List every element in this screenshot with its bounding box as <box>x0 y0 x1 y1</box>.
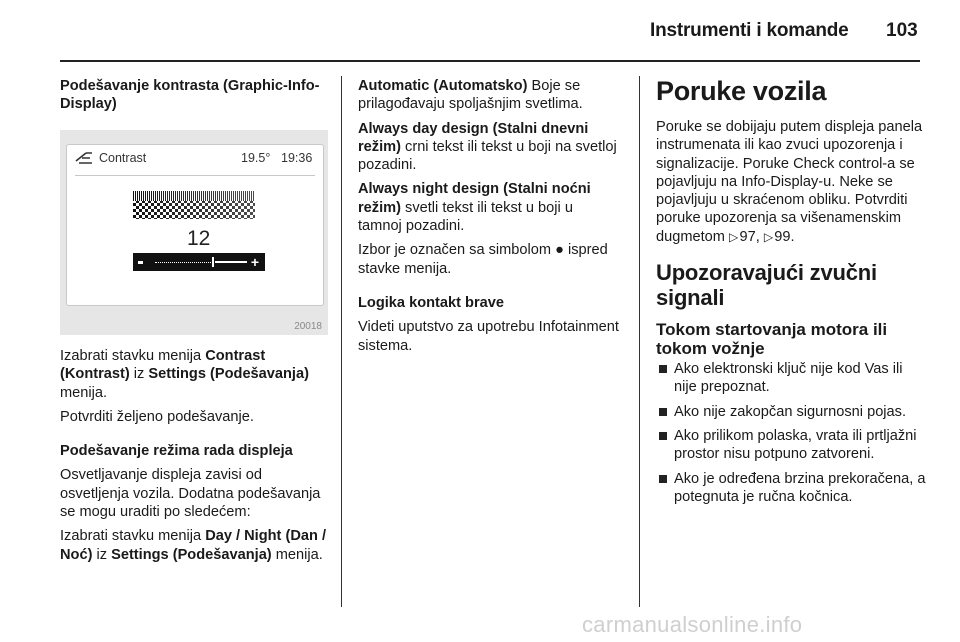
option-label: Always day design (Stalni dnevni režim) <box>358 120 589 155</box>
list-item: Ako je određena brzina prekoračena, a potegnuta je ručna kočnica. <box>656 470 926 507</box>
display-figure <box>60 130 328 335</box>
paragraph-select-contrast <box>60 347 328 402</box>
slider-plus-icon: + <box>250 254 259 270</box>
header-rule <box>60 60 920 62</box>
list-item: Ako prilikom polaska, vrata ili prtljažni prostor nisu potpuno zatvoreni. <box>656 427 926 464</box>
contrast-slider[interactable] <box>133 253 265 271</box>
paragraph-display-lighting: Osvetljavanje displeja zavisi od osvetljenja vozila. Dodatna podešavanja se mogu uraditi po sledećem: <box>60 467 321 521</box>
text: iz <box>129 366 149 383</box>
contrast-test-pattern <box>133 191 255 219</box>
subsection-heading-starting-driving: Tokom startovanja motora ili tokom vožnje <box>656 320 888 359</box>
slider-knob[interactable] <box>212 257 214 267</box>
screen-titlebar <box>67 145 323 173</box>
menu-pictogram-icon <box>73 149 95 167</box>
option-description: crni tekst ili tekst u boji na svetloj pozadini. <box>358 138 617 174</box>
column-1 <box>60 77 328 120</box>
paragraph-selection-mark: Izbor je označen sa simbolom ● ispred stavke menija. <box>358 242 608 277</box>
menu-item-contrast: Contrast (Kontrast) <box>60 348 266 383</box>
slider-fill <box>215 261 247 263</box>
text: Poruke se dobijaju putem displeja panela instrumenata ili kao zvuci upozorenja i signalizacije. Poruke Check control-a se pojavljuju na Info-Display-u. Neke se pojavljuju u skraćenom obliku. Potvrditi poruke upozorenja sa višenamenskim dugmetom <box>656 119 923 245</box>
slider-minus-icon <box>138 261 143 264</box>
text: , <box>755 228 764 245</box>
page-number: 103 <box>886 20 918 41</box>
screen-time: 19:36 <box>281 151 313 165</box>
contrast-value: 12 <box>187 227 211 250</box>
text: menija. <box>271 546 323 563</box>
paragraph-see-manual: Videti uputstvo za upotrebu Infotainment sistema. <box>358 319 619 354</box>
column-3 <box>656 76 926 512</box>
option-day-design <box>358 120 620 175</box>
text: Izabrati stavku menija <box>60 528 206 545</box>
paragraph-select-day-night <box>60 527 328 564</box>
text: . <box>790 228 795 245</box>
option-automatic <box>358 77 620 114</box>
list-item: Ako elektronski ključ nije kod Vas ili nije prepoznat. <box>656 360 926 397</box>
option-description: svetli tekst ili tekst u boji u tamnoj pozadini. <box>358 199 573 235</box>
text: menija. <box>60 384 108 401</box>
slider-track <box>155 262 213 263</box>
running-header-title: Instrumenti i komande <box>650 20 849 41</box>
option-label: Automatic (Automatsko) <box>358 78 528 94</box>
section-heading-warning-chimes: Upozoravajući zvučni signali <box>656 260 877 311</box>
column-divider-1 <box>341 76 342 607</box>
figure-code: 20018 <box>294 321 322 332</box>
menu-settings: Settings (Podešavanja) <box>148 366 309 383</box>
page-reference-icon: ▷ <box>763 229 774 244</box>
column-2 <box>358 77 620 361</box>
warning-list <box>656 360 926 506</box>
option-label: Always night design (Stalni noćni režim) <box>358 181 591 216</box>
watermark: carmanualsonline.info <box>582 612 803 637</box>
display-screen <box>66 144 324 306</box>
menu-item-day-night: Day / Night (Dan / Noć) <box>60 528 327 563</box>
screen-separator <box>75 175 315 176</box>
page-reference-icon: ▷ <box>729 229 739 244</box>
chapter-heading-vehicle-messages: Poruke vozila <box>656 76 827 106</box>
option-night-design <box>358 180 620 235</box>
column-1-lower <box>60 347 328 570</box>
page-reference[interactable]: 97 <box>739 228 756 245</box>
column-divider-2 <box>639 76 640 607</box>
screen-temperature: 19.5° <box>241 151 271 165</box>
section-heading-ignition-logic: Logika kontakt brave <box>358 294 504 311</box>
menu-settings: Settings (Podešavanja) <box>111 546 272 563</box>
option-description: Boje se prilagođavaju spoljašnjim svetlima. <box>358 78 583 113</box>
section-heading-display-mode: Podešavanje režima rada displeja <box>60 443 293 460</box>
section-heading-contrast: Podešavanje kontrasta (Graphic-Info-Display) <box>60 78 320 113</box>
page-reference[interactable]: 99 <box>774 228 791 245</box>
screen-title: Contrast <box>99 151 147 165</box>
text: Izabrati stavku menija <box>60 348 206 364</box>
list-item: Ako nije zakopčan sigurnosni pojas. <box>656 403 926 421</box>
paragraph-vehicle-messages <box>656 118 926 246</box>
text: iz <box>92 546 112 563</box>
paragraph-confirm: Potvrditi željeno podešavanje. <box>60 408 254 425</box>
